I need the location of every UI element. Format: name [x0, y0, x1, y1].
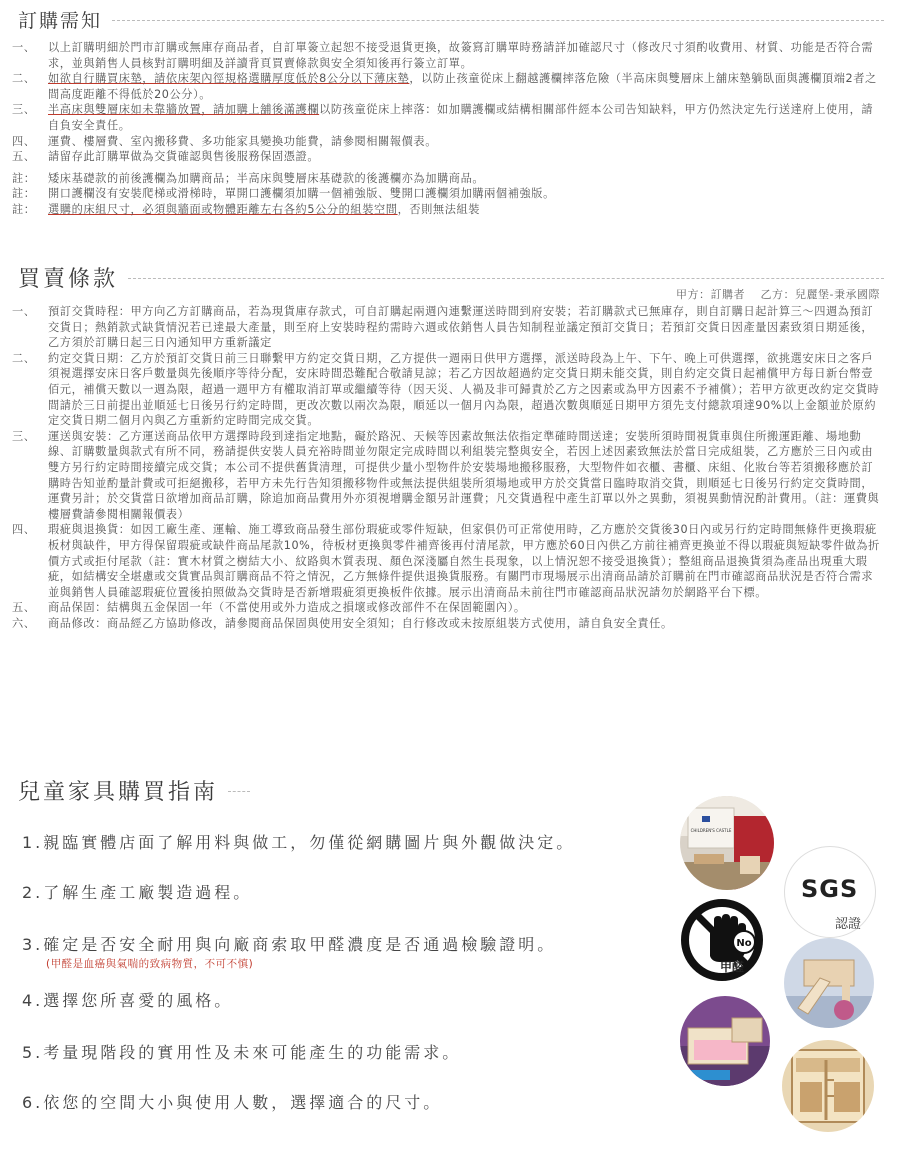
guide-header [18, 775, 250, 806]
text-run: 以上訂購明細於門市訂購或無庫存商品者，自訂單簽立起恕不接受退貨更換，故簽寫訂購單時務請詳加確認尺寸（修改尺寸須酌收費用、材質、功能是否符合需求，並與銷售人員核對訂購明細及詳讀背頁買賣條款與安全須知後再行簽立訂單。 [48, 41, 874, 70]
no-sign-label: 甲醛 [720, 960, 745, 974]
text-run: ，以防止孩童從床上翻越護欄摔落危險（半高床與雙層床上舖床墊躺臥面與護欄頂端2者之間高度距離不得低於20公分）。 [48, 72, 877, 101]
underlined-text: 選購的床組尺寸，必須與牆面或物體距離左右各約5公分的組裝空間 [48, 202, 398, 216]
item-text [48, 186, 884, 202]
guide-item: 3.確定是否安全耐用與向廠商索取甲醛濃度是否通過檢驗證明。 [22, 935, 557, 954]
item-text [48, 522, 884, 600]
item-number: 二、 [12, 72, 36, 86]
sale-terms-title: 買賣條款 [18, 267, 119, 292]
kids-bed-illustration [680, 996, 770, 1086]
divider [112, 20, 884, 21]
item-number: 四、 [12, 134, 36, 148]
store-photo-illustration [680, 796, 774, 890]
guide-item: 5.考量現階段的實用性及未來可能產生的功能需求。 [22, 1043, 462, 1062]
item-text [48, 616, 884, 632]
item-text [48, 134, 884, 150]
notice-item [12, 40, 884, 71]
text-run: 預訂交貨時程：甲方向乙方訂購商品，若為現貨庫存款式，可自訂購起兩週內連繫運送時間到府安裝；若訂購款式已無庫存，則自訂購日起計算三～四週為預訂交貨日；熱銷款式缺貨情況若已達最大產量，則至府上安裝時程約需時六週或依銷售人員告知制程並議定預訂交貨日；若預訂交貨日因產量因素致須日期延後，乙方須於訂購日起三日內通知甲方重新議定 [48, 305, 874, 350]
terms-item [12, 351, 884, 429]
text-run: 約定交貨日期：乙方於預訂交貨日前三日聯繫甲方約定交貨日期，乙方提供一週兩日供甲方選擇，派送時段為上午、下午、晚上可供選擇，欲挑選安床日之客戶須視選擇安床日客戶數量與先後順序等待分配，安床時間恐難配合敬請見諒；若乙方因故超過約定交貨日期未能交貨，則自約定交貨日起補償甲方每日新台幣壹佰元，補償天數以一週為限，超過一週甲方有權取消訂單或繼續等待（因天災、人禍及非可歸責於乙方之因素或為甲方因素不予補償）；若甲方欲更改約定交貨時間請於三日前提出並順延七日後另行約定時間，更改次數以兩次為限，順延以一個月內為限，超過次數與順延日期甲方須先支付總款項達90%以上金額並於原約定交貨日期二個月內與乙方重新約定時間完成交貨。 [48, 351, 880, 428]
item-number: 四、 [12, 523, 36, 537]
guide-item: 2.了解生產工廠製造過程。 [22, 883, 253, 902]
note-item [12, 202, 884, 218]
slide-bed-illustration [784, 938, 874, 1028]
divider [228, 791, 250, 792]
item-text [48, 171, 884, 187]
item-number: 三、 [12, 429, 36, 443]
notice-item [12, 134, 884, 150]
terms-item [12, 616, 884, 632]
item-number: 一、 [12, 41, 36, 54]
item-text [48, 202, 884, 218]
text-run: 運送與安裝：乙方運送商品依甲方選擇時段到達指定地點，礙於路況、天候等因素故無法依指定準確時間送達；安裝所須時間視貨車與住所搬運距離、場地動線、訂購數量與款式有所不同，務請提供安裝人員充裕時間並勿限定完成時間以利組裝完整與安全，若因上述因素致無法於當日完成組裝，乙方應於三日內或由雙方另行約定時間接續完成交貨；本公司不提供舊貨清理，可提供少量小型物件於安裝場地搬移服務，大型物件如衣櫃、書櫃、床組、化妝台等若須搬移應於訂購時告知並酌量計費或可拒絕搬移，若甲方未先行告知須搬移物件或無法提供組裝所須場地或甲方於交貨當日臨時取消交貨，則順延七日後另行約定交貨時間，運費另計；於交貨當日欲增加商品訂購，除追加商品費用外亦須視增購金額另計運費；凡交貨過程中產生訂單以外之異動，須視異動情況酌計費用。（註：運費與樓層費請參閱相關報價表） [48, 429, 880, 521]
notice-item [12, 149, 884, 165]
item-number: 五、 [12, 601, 36, 615]
item-number: 註： [12, 202, 36, 216]
sgs-cert-label: 認證 [835, 917, 862, 932]
store-photo [680, 796, 774, 890]
text-run: 開口護欄沒有安裝爬梯或滑梯時，單開口護欄須加購一個補強版、雙開口護欄須加購兩個補強版。 [48, 187, 555, 201]
item-text [48, 351, 884, 429]
item-number: 三、 [12, 103, 36, 117]
guide-item: 1.親臨實體店面了解用料與做工，勿僅從網購圖片與外觀做決定。 [22, 833, 576, 852]
text-run: ，否則無法組裝 [397, 202, 481, 216]
item-number: 註： [12, 171, 36, 185]
sgs-certification-badge [784, 846, 876, 938]
order-notice-header [18, 6, 884, 33]
notes-list [12, 171, 884, 218]
item-text [48, 600, 884, 616]
notice-item [12, 102, 884, 133]
text-run: 商品保固：結構與五金保固一年（不當使用或外力造成之損壞或修改部件不在保固範圍內）。 [48, 601, 526, 615]
terms-item [12, 429, 884, 523]
sale-terms-body [12, 304, 884, 631]
notice-item [12, 71, 884, 102]
slide-bed-photo [784, 938, 874, 1028]
item-text [48, 71, 884, 102]
text-run: 請留存此訂購單做為交貨確認與售後服務保固憑證。 [48, 150, 320, 164]
sgs-logo: SGS [801, 875, 859, 903]
parties-line: 甲方：訂購者 乙方：兒麗堡-秉承國際 [676, 288, 880, 301]
item-text [48, 40, 884, 71]
bunk-bed-illustration [782, 1040, 874, 1132]
item-text [48, 304, 884, 351]
formaldehyde-note: (甲醛是血癌與氣喘的致病物質，不可不慎) [46, 958, 254, 970]
guide-item: 6.依您的空間大小與使用人數，選擇適合的尺寸。 [22, 1093, 443, 1112]
guide-item: 4.選擇您所喜愛的風格。 [22, 991, 234, 1010]
item-text [48, 102, 884, 133]
kids-bed-photo [680, 996, 770, 1086]
note-item [12, 171, 884, 187]
item-text [48, 429, 884, 523]
order-notice-body [12, 40, 884, 218]
item-text [48, 149, 884, 165]
terms-item [12, 600, 884, 616]
divider [128, 278, 884, 279]
item-number: 註： [12, 187, 36, 201]
terms-item [12, 522, 884, 600]
item-number: 二、 [12, 351, 36, 365]
text-run: 商品修改：商品經乙方協助修改，請參閱商品保固與使用安全須知；自行修改或未按原組裝方式使用，請自負安全責任。 [48, 616, 673, 630]
underlined-text: 半高床與雙層床如未靠牆放置，請加購上舖後滿護欄 [48, 103, 320, 117]
underlined-text: 如欲自行購買床墊，請依床架內徑規格選購厚度低於8公分以下薄床墊 [48, 72, 410, 86]
terms-item [12, 304, 884, 351]
item-number: 一、 [12, 305, 36, 318]
guide-title: 兒童家具購買指南 [18, 780, 219, 805]
item-number: 五、 [12, 150, 36, 164]
text-run: 矮床基礎款的前後護欄為加購商品；半高床與雙層床基礎款的後護欄亦為加購商品。 [48, 171, 485, 185]
text-run: 瑕疵與退換貨：如因工廠生產、運輸、施工導致商品發生部份瑕疵或零件短缺，但家俱仍可正常使用時，乙方應於交貨後30日內或另行約定時間無條件更換瑕疵板材與缺件，甲方得保留瑕疵或缺件商品尾款10%，待板材更換與零件補齊後再付清尾款，甲方應於60日內供乙方前往補齊更換並不得以瑕疵與短缺零件做為折價方式或拒付尾款（註：實木材質之樹結大小、紋路與木質表現、顏色深淺屬自然生長現象，以上情況恕不接受退換貨）；整組商品退換貨須為產品出現重大瑕疵，如結構安全堪慮或交貨實品與訂購商品不符之情況，乙方無條件提供退換貨服務。有關門市現場展示出清商品請於訂購前在門市確認商品狀況是否符合需求並與銷售人員確認瑕疵位置後拍照做為交貨時是否新增瑕疵須更換板件依據。展示出清商品未前往門市確認商品狀況請勿於網路平台下標。 [48, 523, 880, 599]
no-sign-text: No [736, 938, 752, 949]
order-notice-title: 訂購需知 [18, 10, 103, 32]
text-run: 以防孩童從床上摔落：如加購護欄或結構相關部件經本公司告知缺料，甲方仍然決定先行送達府上使用，請自負安全責任。 [48, 103, 874, 132]
note-item [12, 186, 884, 202]
item-number: 六、 [12, 616, 36, 630]
store-sign-text: CHILDREN'S CASTLE [690, 828, 732, 833]
text-run: 運費、樓層費、室內搬移費、多功能家具變換功能費，請參閱相關報價表。 [48, 134, 437, 148]
bunk-bed-photo [782, 1040, 874, 1132]
no-formaldehyde-sign [680, 898, 764, 982]
